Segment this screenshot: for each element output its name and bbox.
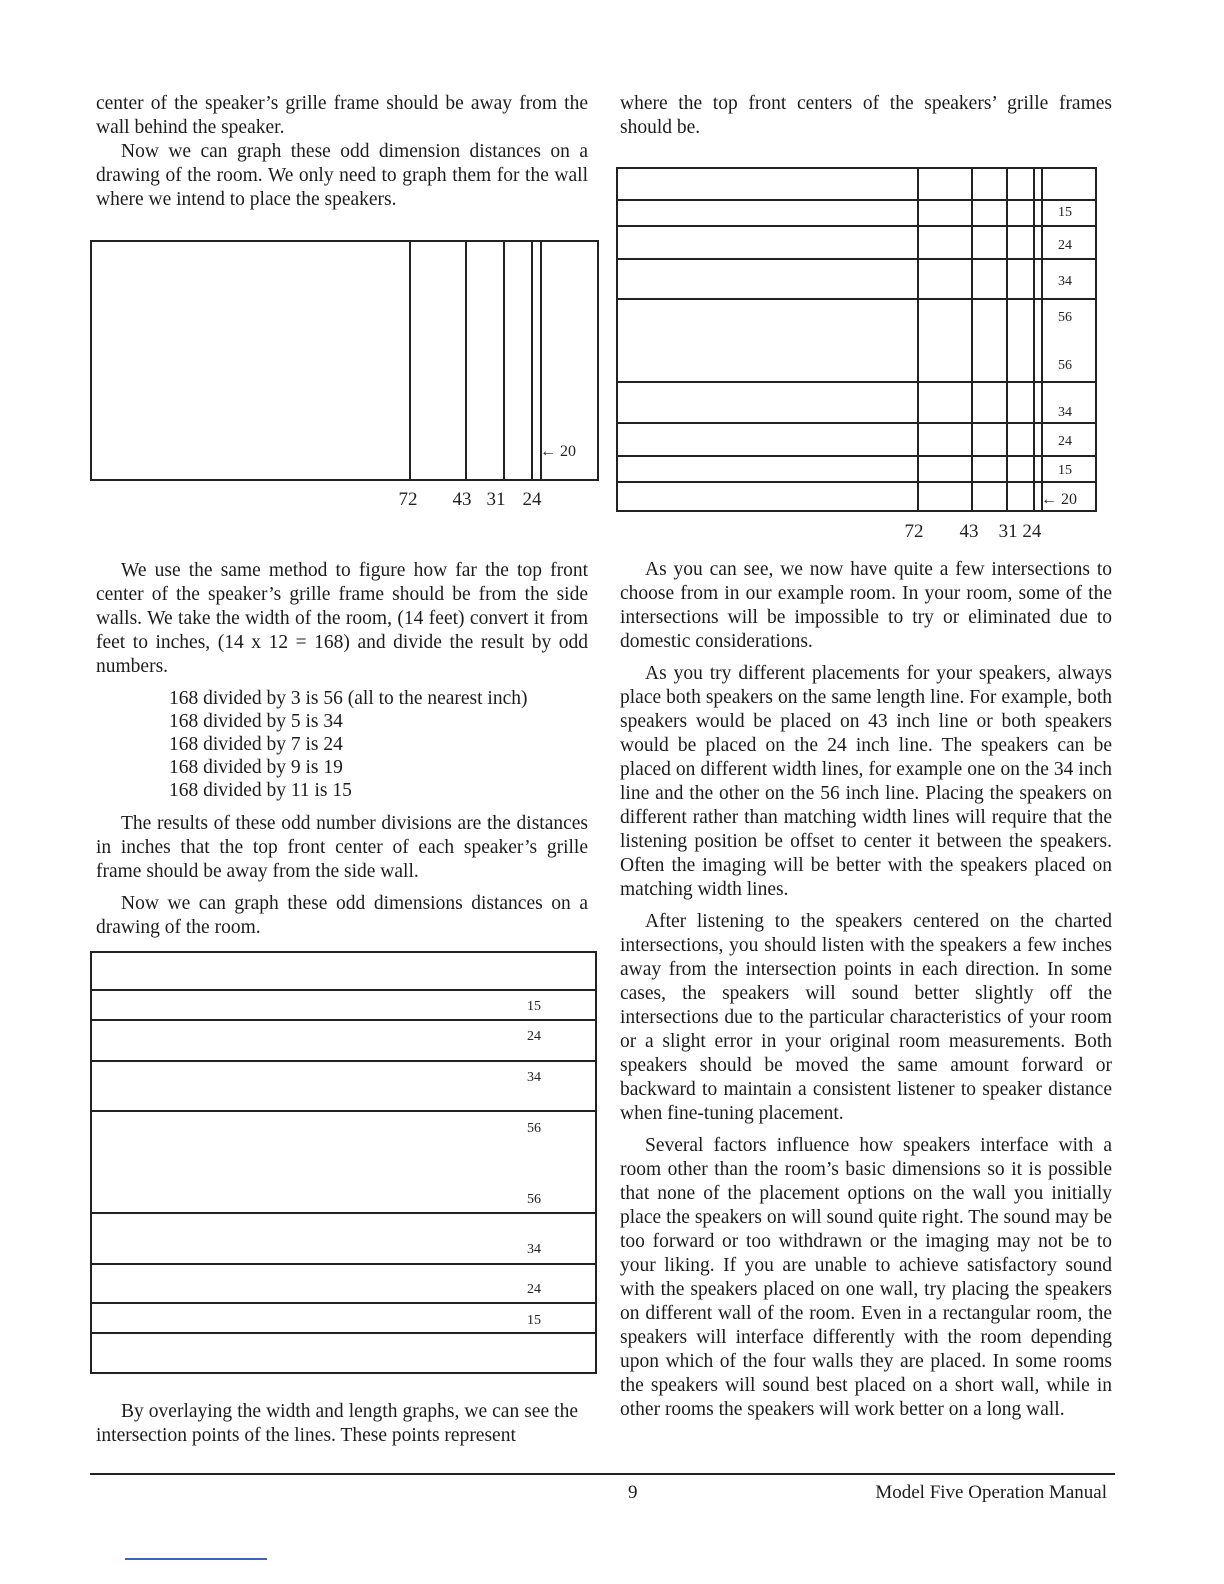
left-para-2: Now we can graph these odd dimension distances on a drawing of the room. We only need to graph them for the wall where we intend to place the speakers. <box>96 141 588 210</box>
marker-label: ← 20 <box>540 443 576 460</box>
width-label: 34 <box>527 1242 541 1257</box>
width-label: 34 <box>527 1070 541 1085</box>
width-label: 15 <box>527 999 541 1014</box>
marker-label: ← 20 <box>1041 491 1077 508</box>
width-label: 24 <box>1058 434 1072 449</box>
right-para-3: As you try different placements for your speakers, always place both speakers on the same length line. For example, both speakers would be placed on 43 inch line or both speakers would be placed on the 24 inch line. The speakers can be placed on different width lines, for example one on the 34 inch line and the other on the 56 inch line. Placing the speakers on different rather than matching width lines will require that the listening position be offset to center it between the speakers. Often the imaging will be better with the speakers placed on matching width lines. <box>620 663 1112 900</box>
width-label: 56 <box>527 1192 541 1207</box>
division-item: 168 divided by 11 is 15 <box>169 780 352 801</box>
length-label: 31 <box>486 489 506 510</box>
width-label: 24 <box>1058 238 1072 253</box>
length-label: 72 <box>904 521 924 542</box>
right-para-1: where the top front centers of the speakers’ grille frames should be. <box>620 93 1112 138</box>
right-para-4: After listening to the speakers centered on the charted intersections, you should listen with the speakers a few inches away from the intersection points in each direction. In some cases, the speakers will sound better slightly off the intersections due to the particular characteristics of your room or a slight error in your original room measurements. Both speakers should be moved the same amount forward or backward to maintain a consistent listener to speaker distance when fine-tuning placement. <box>620 911 1112 1124</box>
length-label: 24 <box>522 489 542 510</box>
left-para-5: Now we can graph these odd dimensions distances on a drawing of the room. <box>96 893 588 938</box>
length-label: 43 <box>452 489 472 510</box>
length-label: 31 24 <box>998 521 1042 542</box>
left-para-4: The results of these odd number divisions are the distances in inches that the top front center of each speaker’s grille frame should be away from the side wall. <box>96 813 588 882</box>
width-label: 56 <box>1058 358 1072 373</box>
width-label: 24 <box>527 1029 541 1044</box>
right-para-5: Several factors influence how speakers interface with a room other than the room’s basic dimensions so it is possible that none of the placement options on the wall you initially place the speakers on will sound quite right. The sound may be too forward or too withdrawn or the imaging may not be to your liking. If you are unable to achieve satisfactory sound with the speakers placed on one wall, try placing the speakers on different wall of the room. Even in a rectangular room, the speakers will interface differently with the room depending upon which of the four walls they are placed. In some rooms the speakers will sound best placed on a short wall, while in other rooms the speakers will work better on a long wall. <box>620 1135 1112 1420</box>
width-label: 15 <box>1058 463 1072 478</box>
division-item: 168 divided by 7 is 24 <box>169 734 343 755</box>
left-para-1: center of the speaker’s grille frame should be away from the wall behind the speaker. <box>96 93 588 138</box>
length-label: 72 <box>398 489 418 510</box>
width-label: 34 <box>1058 405 1072 420</box>
width-label: 56 <box>527 1121 541 1136</box>
width-label: 15 <box>527 1313 541 1328</box>
width-label: 15 <box>1058 205 1072 220</box>
width-label: 56 <box>1058 310 1072 325</box>
bottom-rule <box>125 1558 267 1560</box>
length-label: 43 <box>959 521 979 542</box>
room-outline <box>617 168 1096 511</box>
left-para-6: By overlaying the width and length graphs, we can see the intersection points of the lines. These points represent <box>96 1401 578 1446</box>
width-label: 34 <box>1058 274 1072 289</box>
footer-rule <box>90 1473 1115 1475</box>
division-item: 168 divided by 5 is 34 <box>169 711 343 732</box>
division-item: 168 divided by 9 is 19 <box>169 757 343 778</box>
width-label: 24 <box>527 1282 541 1297</box>
manual-title: Model Five Operation Manual <box>875 1482 1107 1503</box>
right-para-2: As you can see, we now have quite a few intersections to choose from in our example room. In your room, some of the intersections will be impossible to try or eliminated due to domestic considerations. <box>620 559 1112 652</box>
division-item: 168 divided by 3 is 56 (all to the nearest inch) <box>169 688 528 709</box>
left-para-3: We use the same method to figure how far the top front center of the speaker’s grille frame should be from the side walls. We take the width of the room, (14 feet) convert it from feet to inches, (14 x 12 = 168) and divide the result by odd numbers. <box>96 560 588 677</box>
page-number: 9 <box>628 1482 638 1503</box>
